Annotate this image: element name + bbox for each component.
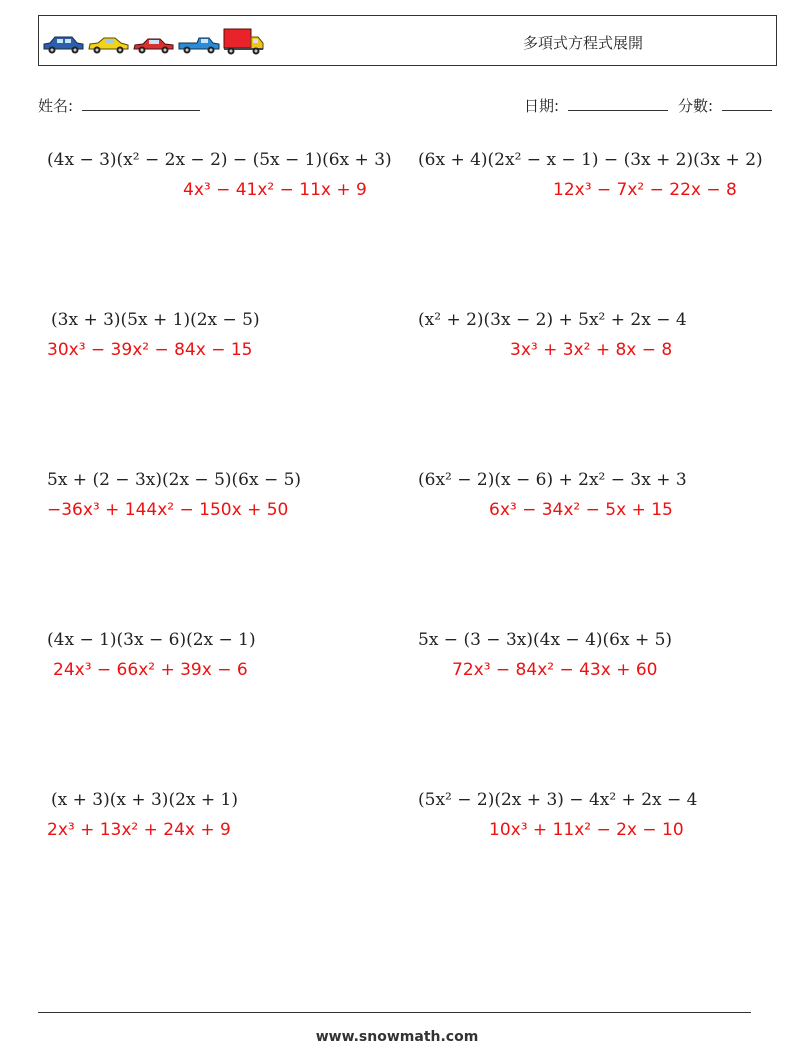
answer-1: 4x³ − 41x² − 11x + 9 <box>183 180 367 200</box>
answer-10: 10x³ + 11x² − 2x − 10 <box>489 820 684 840</box>
name-field <box>38 95 200 116</box>
header-box <box>38 15 777 66</box>
problem-3: (3x + 3)(5x + 1)(2x − 5) <box>51 310 260 330</box>
score-field <box>678 95 772 116</box>
name-blank[interactable] <box>82 96 200 111</box>
answer-3: 30x³ − 39x² − 84x − 15 <box>47 340 253 360</box>
answer-8: 72x³ − 84x² − 43x + 60 <box>452 660 658 680</box>
problem-2: (6x + 4)(2x² − x − 1) − (3x + 2)(3x + 2) <box>418 150 763 170</box>
problem-1: (4x − 3)(x² − 2x − 2) − (5x − 1)(6x + 3) <box>47 150 392 170</box>
answer-5: −36x³ + 144x² − 150x + 50 <box>47 500 289 520</box>
car-icon-blue <box>42 35 85 55</box>
delivery-truck-icon-red <box>223 28 265 55</box>
answer-4: 3x³ + 3x² + 8x − 8 <box>510 340 673 360</box>
vehicle-strip <box>42 27 265 55</box>
problem-9: (x + 3)(x + 3)(2x + 1) <box>51 790 238 810</box>
problem-10: (5x² − 2)(2x + 3) − 4x² + 2x − 4 <box>418 790 698 810</box>
car-icon-red <box>132 35 175 55</box>
worksheet-title: 多項式方程式展開 <box>523 34 644 52</box>
pickup-truck-icon-blue <box>177 35 221 55</box>
car-icon-yellow <box>87 35 130 55</box>
date-label: 日期: <box>524 97 560 115</box>
problem-6: (6x² − 2)(x − 6) + 2x² − 3x + 3 <box>418 470 687 490</box>
problem-5: 5x + (2 − 3x)(2x − 5)(6x − 5) <box>47 470 302 490</box>
problem-4: (x² + 2)(3x − 2) + 5x² + 2x − 4 <box>418 310 687 330</box>
date-field <box>524 95 668 116</box>
name-label: 姓名: <box>38 97 74 115</box>
answer-6: 6x³ − 34x² − 5x + 15 <box>489 500 673 520</box>
date-blank[interactable] <box>568 96 668 111</box>
answer-2: 12x³ − 7x² − 22x − 8 <box>553 180 737 200</box>
score-blank[interactable] <box>722 96 772 111</box>
footer-site: www.snowmath.com <box>315 1029 479 1045</box>
score-label: 分數: <box>678 97 714 115</box>
answer-9: 2x³ + 13x² + 24x + 9 <box>47 820 231 840</box>
footer-divider <box>38 1012 751 1013</box>
problem-7: (4x − 1)(3x − 6)(2x − 1) <box>47 630 256 650</box>
problem-8: 5x − (3 − 3x)(4x − 4)(6x + 5) <box>418 630 673 650</box>
answer-7: 24x³ − 66x² + 39x − 6 <box>53 660 248 680</box>
